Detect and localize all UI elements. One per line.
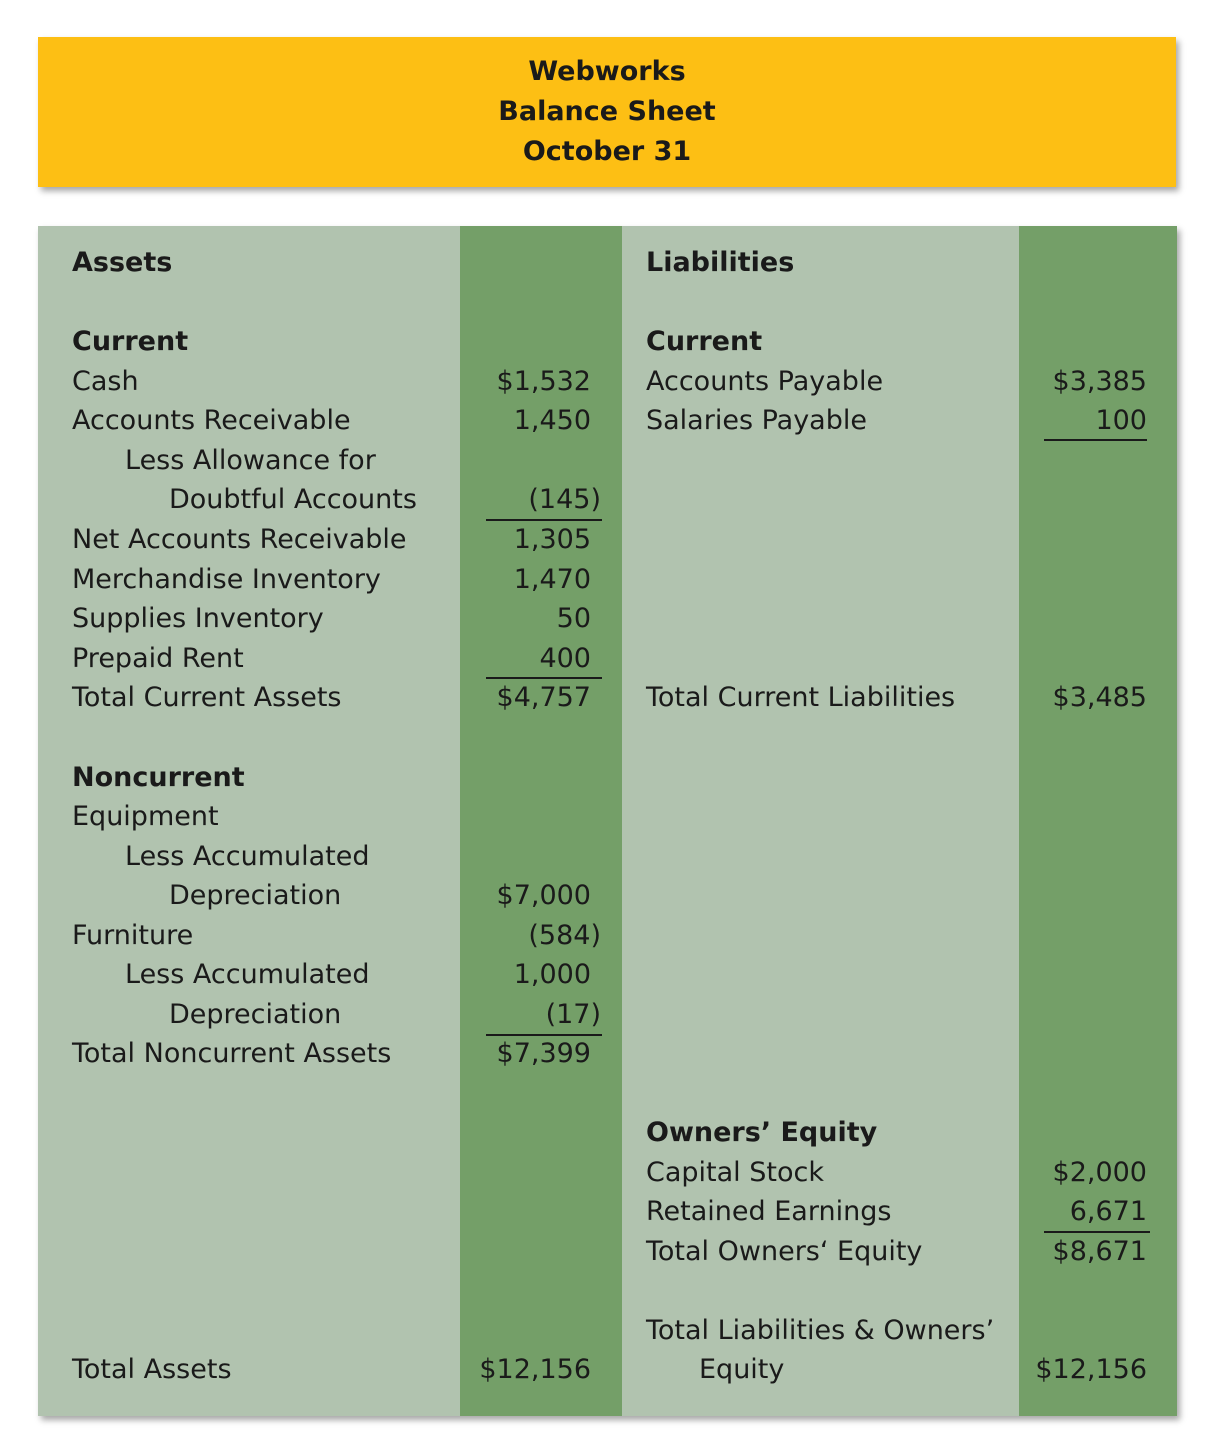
total-liabilities-equity-label-line2: Equity — [699, 1354, 785, 1385]
salaries-payable-label: Salaries Payable — [646, 405, 867, 436]
total-owners-equity-label: Total Owners‘ Equity — [646, 1236, 923, 1267]
statement-header — [38, 37, 1176, 187]
underline-rule — [486, 1034, 602, 1036]
current-assets-heading: Current — [72, 326, 189, 357]
furniture-depreciation-label-line2: Depreciation — [169, 999, 342, 1030]
accounts-payable-label: Accounts Payable — [646, 366, 884, 397]
merchandise-inventory-value: 1,470 — [513, 564, 591, 595]
accounts-receivable-value: 1,450 — [513, 405, 591, 436]
furniture-depreciation-label-line1: Less Accumulated — [125, 959, 370, 990]
merchandise-inventory-label: Merchandise Inventory — [72, 564, 381, 595]
furniture-depreciation-value: (17) — [545, 999, 601, 1030]
accounts-receivable-label: Accounts Receivable — [72, 405, 351, 436]
liabilities-heading: Liabilities — [646, 247, 795, 278]
owners-equity-heading: Owners’ Equity — [646, 1117, 878, 1148]
assets-heading: Assets — [72, 247, 173, 278]
statement-title: Balance Sheet — [498, 96, 716, 127]
company-name: Webworks — [528, 56, 686, 87]
total-liabilities-equity-label-line1: Total Liabilities & Owners’ — [646, 1315, 995, 1346]
cash-value: $1,532 — [496, 366, 591, 397]
capital-stock-label: Capital Stock — [646, 1157, 824, 1188]
equipment-label: Equipment — [72, 801, 219, 832]
allowance-label-line1: Less Allowance for — [125, 445, 376, 476]
salaries-payable-value: 100 — [1095, 405, 1147, 436]
net-ar-value: 1,305 — [513, 524, 591, 555]
underline-rule — [1044, 439, 1147, 441]
underline-rule — [1044, 1231, 1150, 1233]
total-current-assets-value: $4,757 — [496, 682, 591, 713]
supplies-inventory-label: Supplies Inventory — [72, 603, 324, 634]
underline-rule — [486, 677, 602, 679]
total-noncurrent-assets-value: $7,399 — [496, 1038, 591, 1069]
capital-stock-value: $2,000 — [1052, 1157, 1147, 1188]
total-assets-value: $12,156 — [479, 1354, 591, 1385]
cash-label: Cash — [72, 366, 139, 397]
allowance-value: (145) — [528, 484, 601, 515]
total-liabilities-equity-value: $12,156 — [1035, 1354, 1147, 1385]
total-owners-equity-value: $8,671 — [1052, 1236, 1147, 1267]
balance-sheet-table — [38, 226, 1177, 1416]
allowance-label-line2: Doubtful Accounts — [169, 484, 417, 515]
prepaid-rent-value: 400 — [539, 643, 591, 674]
statement-date: October 31 — [522, 136, 692, 167]
retained-earnings-label: Retained Earnings — [646, 1196, 892, 1227]
noncurrent-assets-heading: Noncurrent — [72, 762, 245, 793]
total-assets-label: Total Assets — [72, 1354, 232, 1385]
prepaid-rent-label: Prepaid Rent — [72, 643, 244, 674]
total-noncurrent-assets-label: Total Noncurrent Assets — [72, 1038, 392, 1069]
total-current-liabilities-label: Total Current Liabilities — [646, 682, 956, 713]
equipment-depreciation-label-line2: Depreciation — [169, 880, 342, 911]
retained-earnings-value: 6,671 — [1069, 1196, 1147, 1227]
current-liabilities-heading: Current — [646, 326, 763, 357]
equipment-depreciation-value: (584) — [528, 920, 601, 951]
underline-rule — [486, 519, 602, 521]
total-current-liabilities-value: $3,485 — [1052, 682, 1147, 713]
net-ar-label: Net Accounts Receivable — [72, 524, 407, 555]
total-current-assets-label: Total Current Assets — [72, 682, 342, 713]
equipment-value: $7,000 — [496, 880, 591, 911]
equipment-depreciation-label-line1: Less Accumulated — [125, 841, 370, 872]
supplies-inventory-value: 50 — [556, 603, 591, 634]
furniture-value: 1,000 — [513, 959, 591, 990]
furniture-label: Furniture — [72, 920, 194, 951]
accounts-payable-value: $3,385 — [1052, 366, 1147, 397]
